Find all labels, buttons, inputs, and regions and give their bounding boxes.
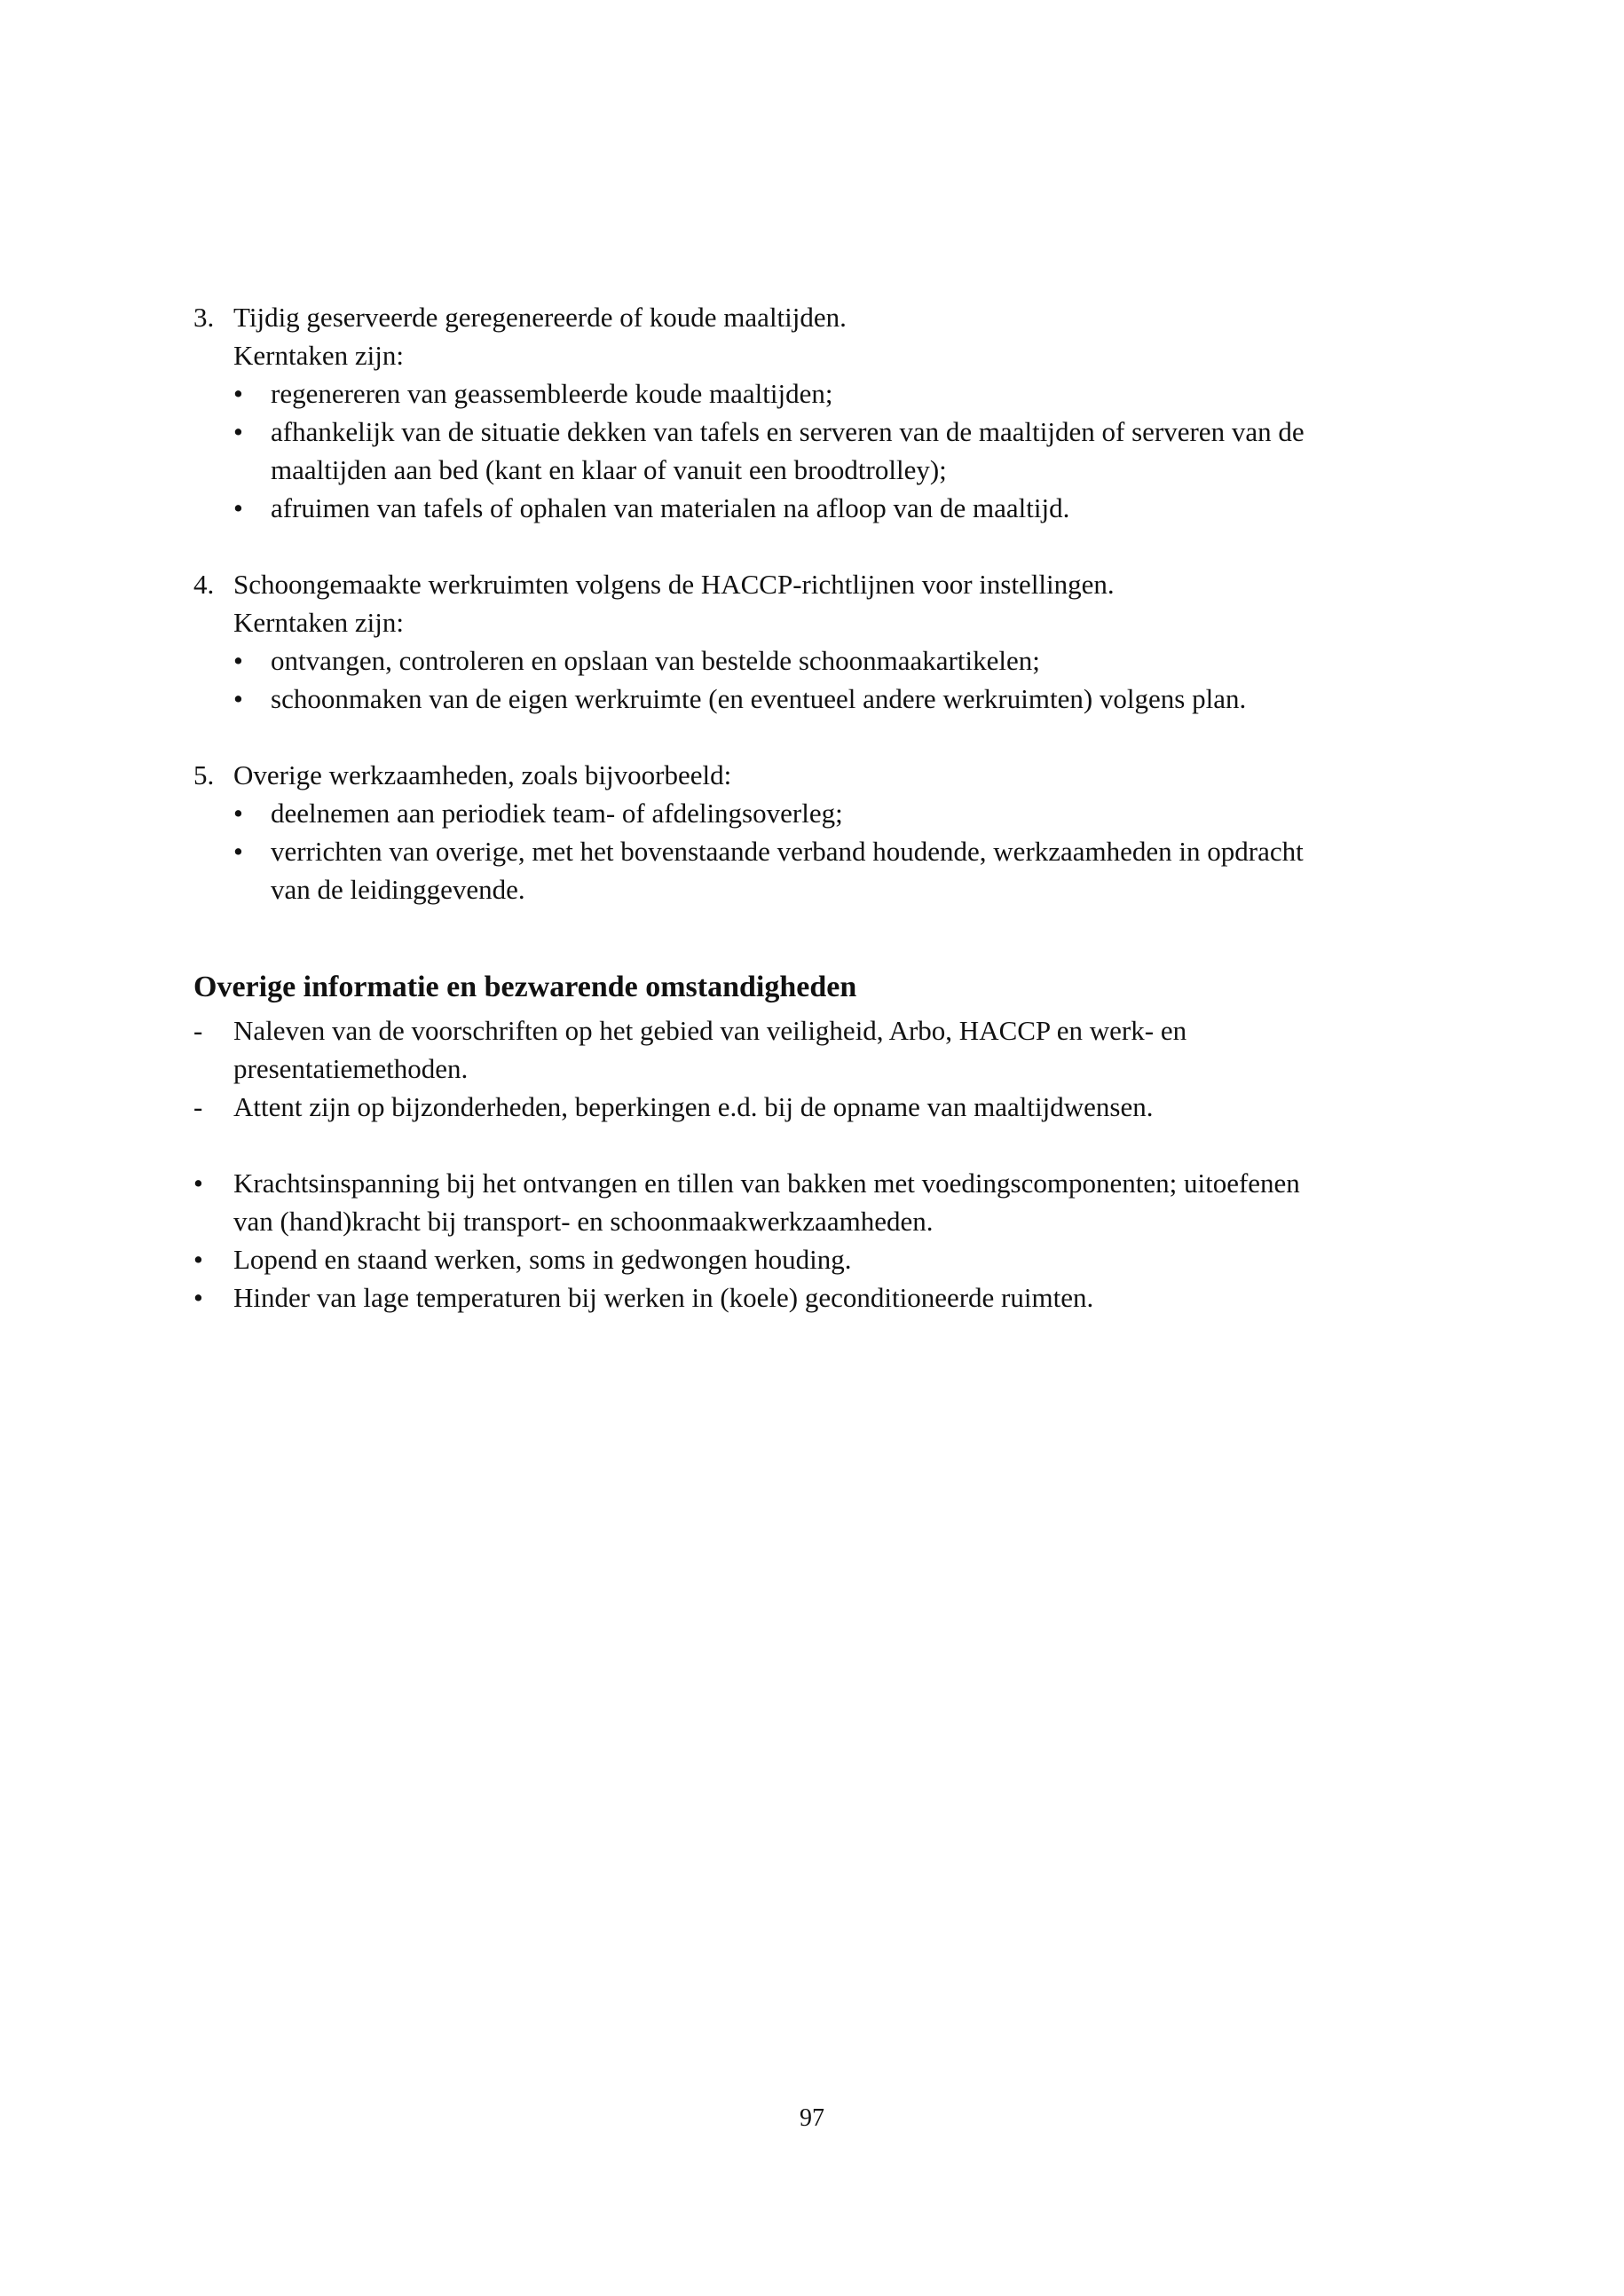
section-number: 5. — [193, 759, 215, 790]
section-subtitle: Kerntaken zijn: — [233, 340, 404, 371]
list-item: • afruimen van tafels of ophalen van materialen na afloop van de maaltijd. — [233, 489, 1436, 527]
other-info-section — [193, 965, 1436, 1317]
section-number: 3. — [193, 302, 215, 333]
bullet-marker: • — [233, 416, 243, 447]
list-item: • deelnemen aan periodiek team- of afdelingsoverleg; — [233, 794, 1436, 832]
page-number: 97 — [800, 2104, 824, 2132]
spacer — [193, 908, 1436, 965]
section-5 — [193, 756, 1436, 908]
list-item: - Naleven van de voorschriften op het gebied van veiligheid, Arbo, HACCP en werk- en presentatiemethoden. — [193, 1011, 1436, 1088]
section-heading: Overige informatie en bezwarende omstandigheden — [193, 971, 857, 1003]
section-task-list — [233, 641, 1436, 718]
spacer — [193, 527, 1436, 565]
section-task-list — [233, 794, 1436, 908]
bullet-marker: • — [233, 492, 243, 523]
list-item: • Hinder van lage temperaturen bij werken in (koele) geconditioneerde ruimten. — [193, 1278, 1436, 1317]
dash-list — [193, 1011, 1436, 1126]
section-title: Overige werkzaamheden, zoals bijvoorbeeld: — [233, 759, 732, 790]
list-item: • ontvangen, controleren en opslaan van bestelde schoonmaakartikelen; — [233, 641, 1436, 680]
list-item: • verrichten van overige, met het bovenstaande verband houdende, werkzaamheden in opdracht van de leidinggevende. — [233, 832, 1436, 908]
section-title: Schoongemaakte werkruimten volgens de HACCP-richtlijnen voor instellingen. — [233, 569, 1115, 600]
bullet-marker: • — [233, 645, 243, 676]
bullet-list — [193, 1164, 1436, 1317]
dash-marker: - — [193, 1091, 203, 1122]
list-item: • afhankelijk van de situatie dekken van tafels en serveren van de maaltijden of serveren van de maaltijden aan bed (kant en klaar of vanuit een broodtrolley); — [233, 413, 1436, 489]
section-task-list — [233, 374, 1436, 527]
section-number: 4. — [193, 569, 215, 600]
list-item: - Attent zijn op bijzonderheden, beperkingen e.d. bij de opname van maaltijdwensen. — [193, 1088, 1436, 1126]
list-item: • Lopend en staand werken, soms in gedwongen houding. — [193, 1240, 1436, 1278]
spacer — [193, 718, 1436, 756]
spacer — [193, 1126, 1436, 1164]
bullet-marker: • — [233, 836, 243, 867]
bullet-marker: • — [233, 378, 243, 409]
bullet-marker: • — [193, 1244, 203, 1275]
list-item: • regenereren van geassembleerde koude maaltijden; — [233, 374, 1436, 413]
bullet-marker: • — [193, 1168, 203, 1199]
section-title: Tijdig geserveerde geregenereerde of koude maaltijden. — [233, 302, 847, 333]
section-subtitle: Kerntaken zijn: — [233, 607, 404, 638]
bullet-marker: • — [233, 798, 243, 829]
bullet-marker: • — [233, 683, 243, 714]
section-3 — [193, 298, 1436, 527]
page-content — [193, 298, 1436, 1317]
list-item: • schoonmaken van de eigen werkruimte (en eventueel andere werkruimten) volgens plan. — [233, 680, 1436, 718]
bullet-marker: • — [193, 1282, 203, 1313]
list-item: • Krachtsinspanning bij het ontvangen en tillen van bakken met voedingscomponenten; uitoefenen van (hand)kracht bij transport- en schoonmaakwerkzaamheden. — [193, 1164, 1436, 1240]
section-4 — [193, 565, 1436, 718]
dash-marker: - — [193, 1015, 203, 1046]
